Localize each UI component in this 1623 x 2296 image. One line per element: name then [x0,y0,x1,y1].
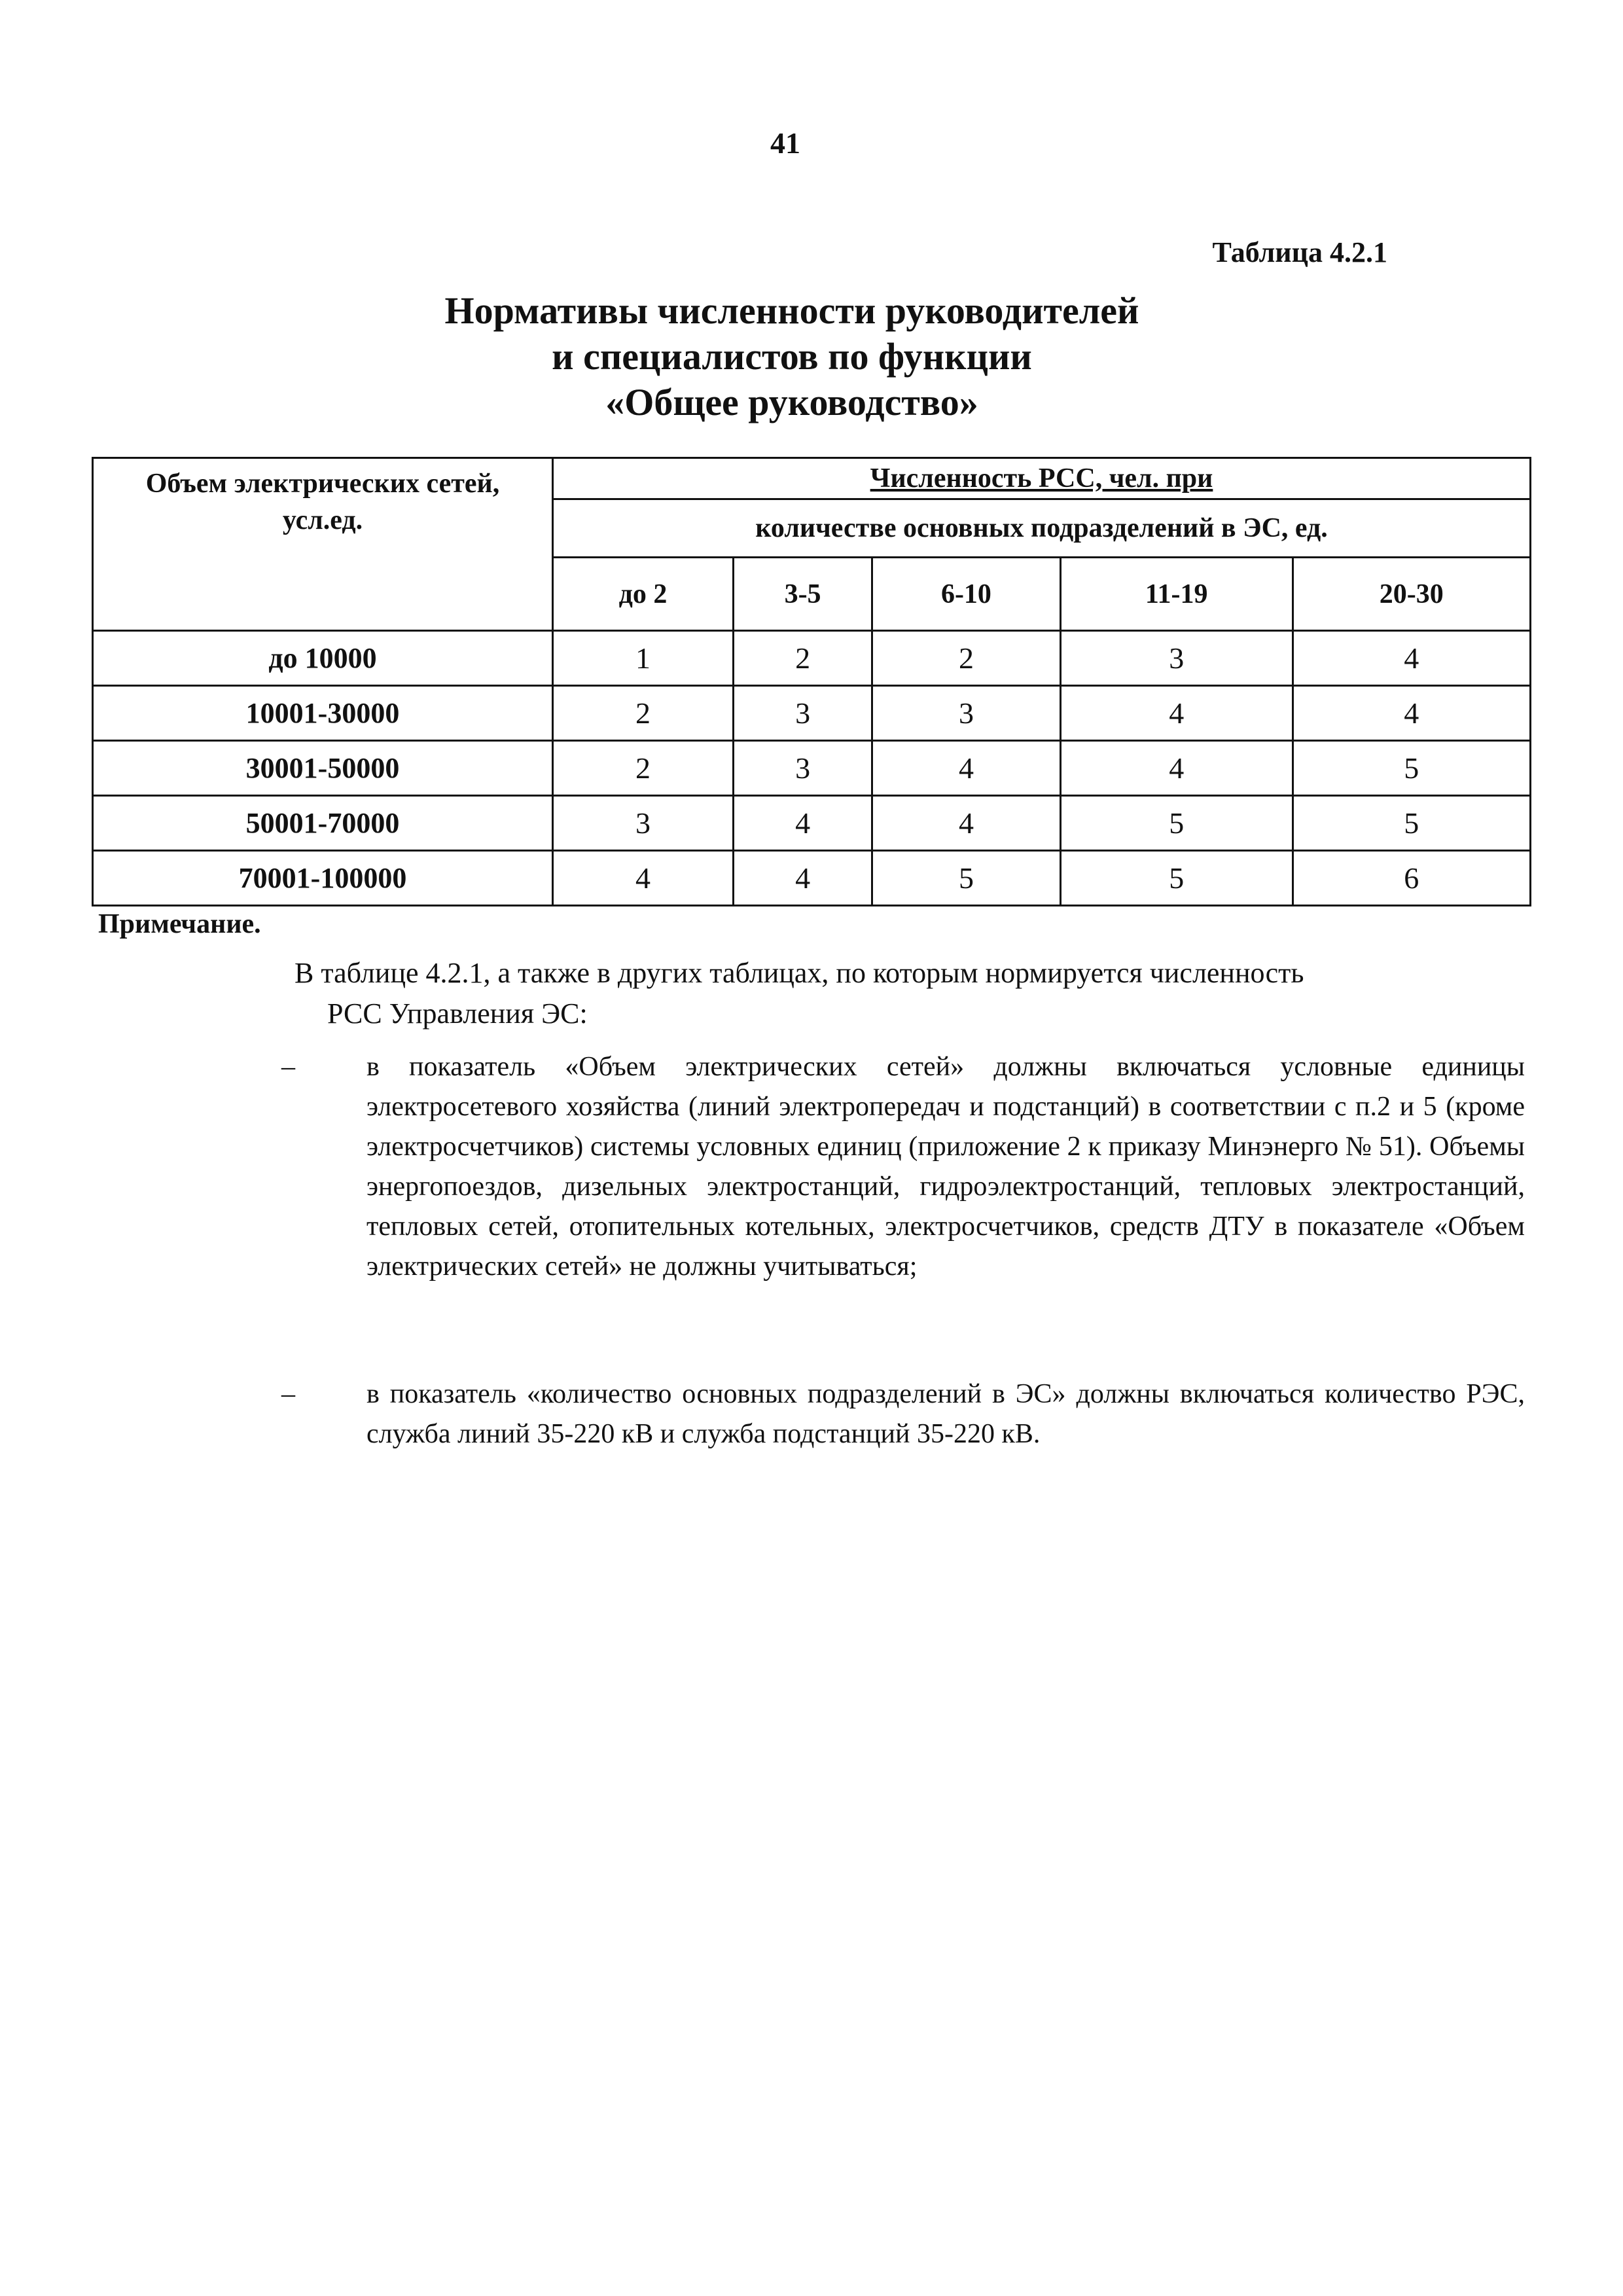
table-cell: 2 [734,631,872,686]
row-label: 70001-100000 [93,851,553,906]
note-bullet-text: в показатель «Объем электрических сетей» должны включаться условные единицы электросетевого хозяйства (линий электропередач и подстанций) в соответствии с п.2 и 5 (кроме электросчетчиков) системы условных единиц (приложение 2 к приказу Минэнерго № 51). Объемы энергопоездов, дизельных электростанций, гидроэлектростанций, тепловых электростанций, тепловых сетей, отопительных котельных, электросчетчиков, средств ДТУ в показателе «Объем электрических сетей» не должны учитываться; [366,1052,1525,1282]
table-title [327,288,1257,425]
row-label: 50001-70000 [93,796,553,851]
column-header: 11-19 [1060,558,1293,631]
title-line-3: «Общее руководство» [605,381,978,423]
table-row [93,631,1531,686]
table-cell: 4 [872,741,1061,796]
table-cell: 3 [1060,631,1293,686]
table-cell: 5 [1060,851,1293,906]
table-cell: 5 [1060,796,1293,851]
table-cell: 4 [1060,741,1293,796]
table-cell: 2 [553,686,734,741]
column-header: 3-5 [734,558,872,631]
table-cell: 5 [872,851,1061,906]
table-cell: 3 [734,741,872,796]
table-cell: 4 [1293,631,1530,686]
table-cell: 6 [1293,851,1530,906]
table-cell: 4 [734,796,872,851]
table-cell: 4 [1293,686,1530,741]
note-bullet-text: в показатель «количество основных подразделений в ЭС» должны включаться количество РЭС, служба линий 35-220 кВ и служба подстанций 35-220 кВ. [366,1379,1525,1449]
column-header: 20-30 [1293,558,1530,631]
corner-header [93,458,553,631]
table-row [93,796,1531,851]
sub-header: количестве основных подразделений в ЭС, ед. [553,499,1531,558]
column-header: до 2 [553,558,734,631]
corner-header-line-1: Объем электрических сетей, [145,469,500,499]
note-bullet-2 [281,1374,1525,1454]
table-cell: 5 [1293,796,1530,851]
corner-header-line-2: усл.ед. [282,505,363,535]
table-cell: 3 [734,686,872,741]
note-title: Примечание. [98,909,261,939]
table-cell: 3 [872,686,1061,741]
row-label: 10001-30000 [93,686,553,741]
dash-marker: – [281,1052,295,1082]
norms-table [92,457,1531,906]
table-cell: 3 [553,796,734,851]
note-intro-line-2: РСС Управления ЭС: [327,997,588,1030]
table-cell: 1 [553,631,734,686]
table-cell: 5 [1293,741,1530,796]
title-line-1: Нормативы численности руководителей [444,289,1139,332]
table-cell: 4 [872,796,1061,851]
note-intro [294,953,1525,1034]
dash-marker: – [281,1379,295,1409]
table-cell: 2 [872,631,1061,686]
group-header: Численность РСС, чел. при [553,458,1531,499]
column-header: 6-10 [872,558,1061,631]
table-row [93,851,1531,906]
row-label: до 10000 [93,631,553,686]
table-label: Таблица 4.2.1 [1212,236,1387,268]
table-row [93,686,1531,741]
table-cell: 2 [553,741,734,796]
table-cell: 4 [734,851,872,906]
note-bullet-1 [281,1047,1525,1287]
table-cell: 4 [1060,686,1293,741]
table-cell: 4 [553,851,734,906]
table-row [93,741,1531,796]
note-intro-line-1: В таблице 4.2.1, а также в других таблицах, по которым нормируется численность [294,957,1304,989]
page-number: 41 [770,126,800,160]
row-label: 30001-50000 [93,741,553,796]
title-line-2: и специалистов по функции [552,335,1032,378]
